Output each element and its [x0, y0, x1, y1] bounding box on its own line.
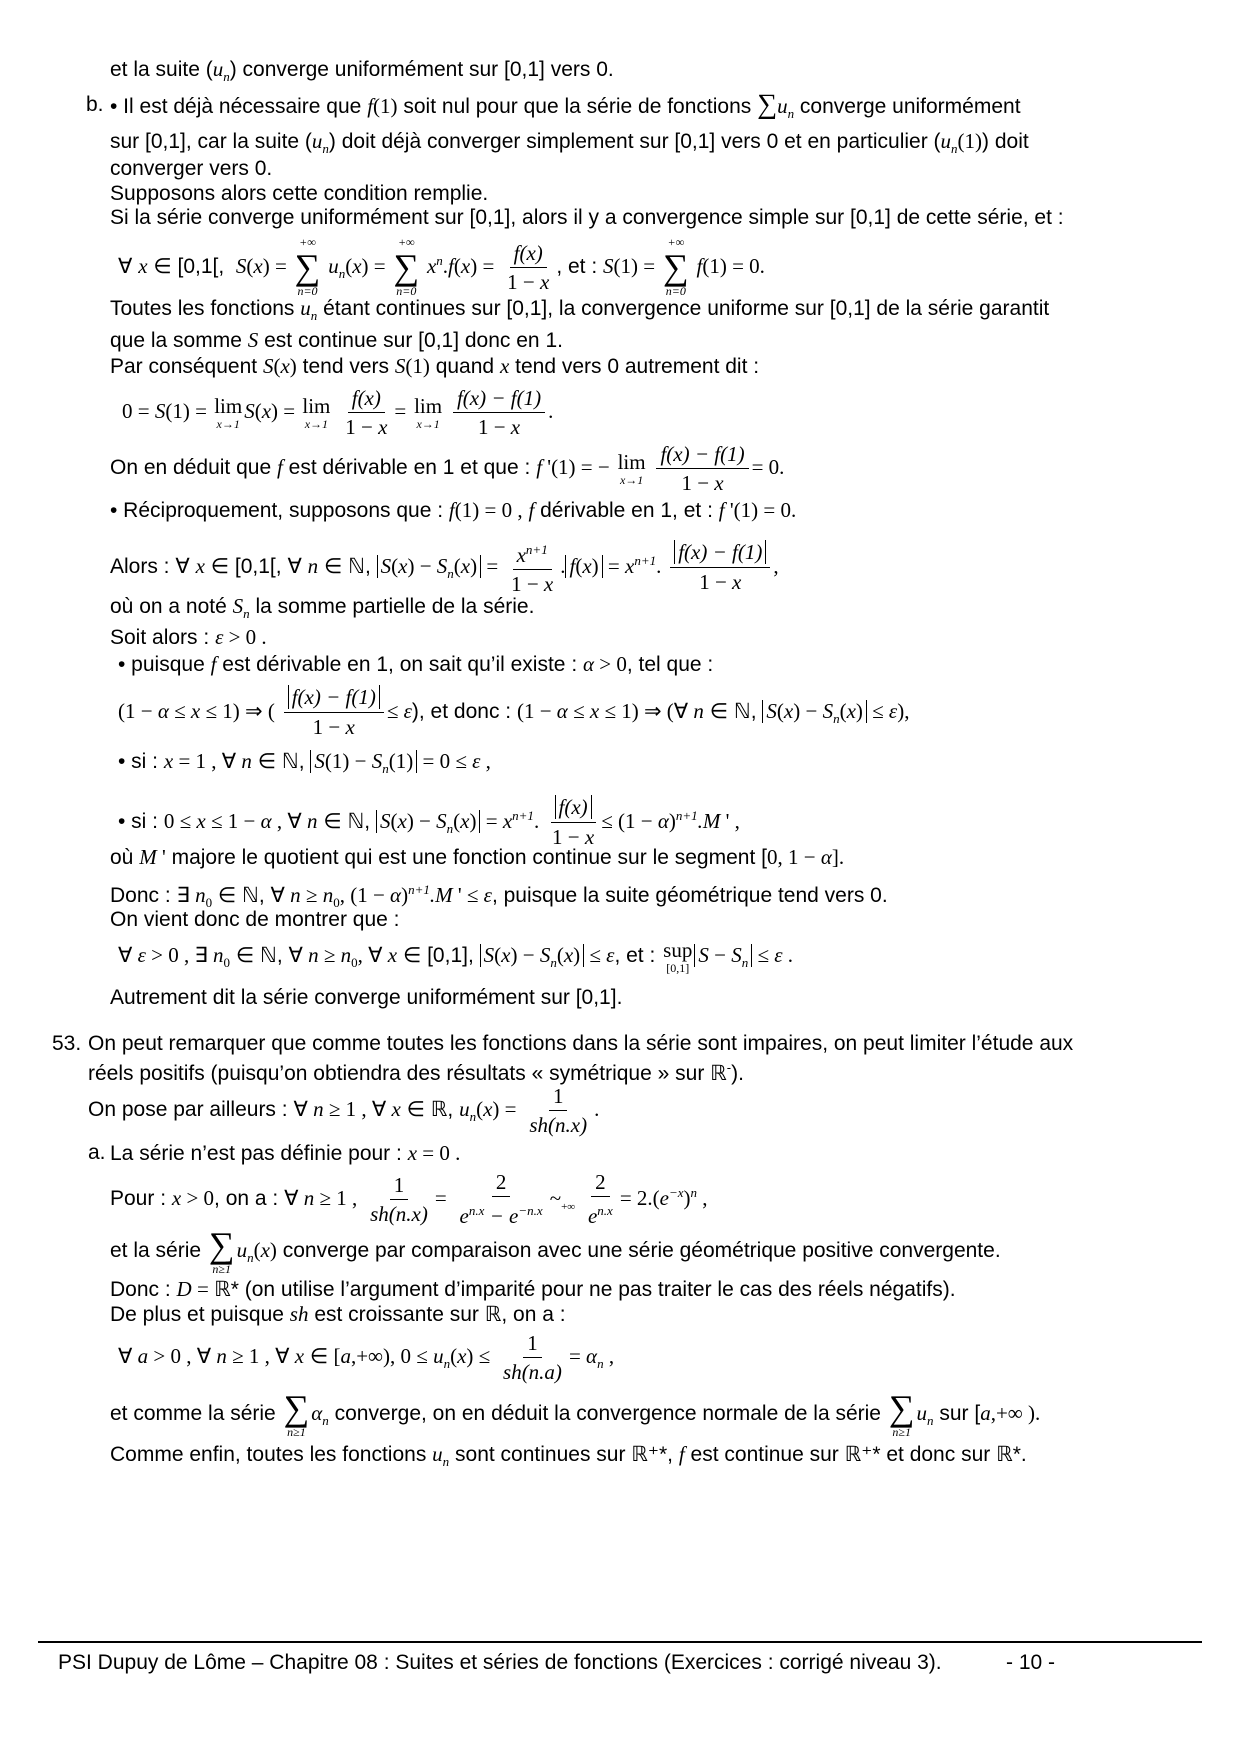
text-line: Autrement dit la série converge uniformément sur [0,1]. [110, 986, 623, 1009]
text-line: On en déduit que f est dérivable en 1 et que : f '(1) = − lim x→1 $\frac{f(x) - f(1)}{1 - x}$ = 0. [110, 441, 785, 495]
equation: (1 − α ≤ x ≤ 1) ⇒ ( $\frac{f(x) - f(1)}{1 - x}$ ≤ ε), et donc : (1 − α ≤ x ≤ 1) ⇒ (∀ n ∈ ℕ, $S(x) - S_n(x) \le \varepsilon$), [118, 685, 910, 740]
text-line: On peut remarquer que comme toutes les fonctions dans la série sont impaires, on peut limiter l’étude aux [88, 1032, 1074, 1055]
text-line: On vient donc de montrer que : [110, 908, 400, 931]
text-line: De plus et puisque sh est croissante sur ℝ, on a : [110, 1302, 566, 1326]
text-line: • puisque f est dérivable en 1, on sait qu’il existe : α > 0, tel que : [118, 652, 714, 676]
text-line: que la somme S est continue sur [0,1] donc en 1. [110, 328, 563, 352]
text-line: • Il est déjà nécessaire que f(1) soit nul pour que la série de fonctions $\sum u_n$ converge uniformément [110, 89, 1021, 122]
text-line: Comme enfin, toutes les fonctions $u_n$ sont continues sur ℝ⁺*, f est continue sur ℝ⁺* et donc sur ℝ*. [110, 1442, 1027, 1470]
equation: • si : 0 ≤ x ≤ 1 − α , ∀ n ∈ ℕ, $S(x) - S_n(x) = x^{n+1}$. $\frac{f(x)}{1 - x}$ ≤ $(1 - \alpha)^{n+1}.M$ ' , [118, 795, 740, 850]
text-line: Par conséquent S(x) tend vers S(1) quand x tend vers 0 autrement dit : [110, 354, 760, 378]
text-line: Supposons alors cette condition remplie. [110, 182, 489, 205]
page-number: - 10 - [1006, 1651, 1056, 1674]
text-line: La série n’est pas définie pour : x = 0 . [110, 1141, 461, 1165]
text-line: et comme la série ∑ n≥1 $\alpha_n$ converge, on en déduit la convergence normale de la série ∑ n≥1 $u_n$ sur [a,+∞ ). [110, 1388, 1041, 1439]
text-line: Soit alors : ε > 0 . [110, 625, 267, 649]
exercise-number: 53. [52, 1032, 82, 1055]
equation: On pose par ailleurs : ∀ n ≥ 1 , ∀ x ∈ ℝ, $u_n(x)$ = $\frac{1}{sh(n.x)}$ . [88, 1083, 600, 1137]
item-label: a. [88, 1141, 106, 1164]
text-line: et la suite $(u_n)$ converge uniformément sur [0,1] vers 0. [110, 57, 614, 85]
text-line: Donc : D = ℝ* (on utilise l’argument d’imparité pour ne pas traiter le cas des réels négatifs). [110, 1277, 956, 1301]
text-line: où M ' majore le quotient qui est une fonction continue sur le segment [0, 1 − α]. [110, 845, 845, 869]
equation: Alors : ∀ x ∈ [0,1[, ∀ n ∈ ℕ, $S(x) - S_n(x)$ = $\frac{x^{n+1}}{1 - x}$ . $f(x) = x^{n+1}$. $\frac{f(x) - f(1)}{1 - x}$ , [110, 531, 779, 604]
text-line: converger vers 0. [110, 157, 273, 180]
text-line: Donc : ∃ $n_0$ ∈ ℕ, ∀ $n \ge n_0$, $(1 - \alpha)^{n+1}.M$ ' ≤ ε, puisque la suite géométrique tend vers 0. [110, 882, 888, 911]
text-line: réels positifs (puisqu’on obtiendra des résultats « symétrique » sur ℝ-). [88, 1060, 744, 1085]
text-line: Toutes les fonctions $u_n$ étant continues sur [0,1], la convergence uniforme sur [0,1] de la série garantit [110, 296, 1050, 324]
equation: 0 = S(1) = lim x→1 S(x) = lim x→1 $\frac{f(x)}{1 - x}$ = lim x→1 $\frac{f(x) - f(1)}{1 - x}$ . [122, 385, 554, 439]
equation: ∀ x ∈ [0,1[, S(x) = +∞ ∑ n=0 $u_n(x)$ = +∞ ∑ n=0 $x^n.f(x)$ = $\frac{f(x)}{1 - x}$ , et : S(1) = +∞ ∑ n=0 f(1) = 0. [118, 235, 765, 299]
footer-rule [38, 1641, 1202, 1643]
equation: Pour : x > 0, on a : ∀ n ≥ 1 , $\frac{1}{sh(n.x)}$ = $\frac{2}{e^{n.x} - e^{-n.x}}$ $\sim_{+\infty}$ $\frac{2}{e^{n.x}}$ = $2.(e^{-x})^n$ , [110, 1170, 708, 1229]
text-line: où on a noté $S_n$ la somme partielle de la série. [110, 594, 535, 622]
text-line: Si la série converge uniformément sur [0,1], alors il y a convergence simple sur [0,1] de cette série, et : [110, 206, 1064, 229]
equation: ∀ ε > 0 , ∃ $n_0$ ∈ ℕ, ∀ $n \ge n_0$, ∀ x ∈ [0,1], $S(x) - S_n(x) \le \varepsilon$, et : sup [0,1] $S - S_n \le \varepsilon$ . [118, 937, 793, 975]
footer-title: PSI Dupuy de Lôme – Chapitre 08 : Suites et séries de fonctions (Exercices : corrigé niveau 3). [58, 1651, 942, 1674]
text-line: • Réciproquement, supposons que : f(1) = 0 , f dérivable en 1, et : f '(1) = 0. [110, 498, 797, 522]
text-line: • si : x = 1 , ∀ n ∈ ℕ, $S(1) - S_n(1) = 0 \le \varepsilon$ , [118, 749, 491, 777]
text-line: sur [0,1], car la suite $(u_n)$ doit déjà converger simplement sur [0,1] vers 0 et en particulier $(u_n(1))$ doit [110, 129, 1029, 157]
text-line: et la série ∑ n≥1 $u_n(x)$ converge par comparaison avec une série géométrique positive convergente. [110, 1225, 1001, 1276]
item-label: b. [86, 93, 104, 116]
equation: ∀ a > 0 , ∀ n ≥ 1 , ∀ x ∈ [a,+∞), $0 \le u_n(x)$ ≤ $\frac{1}{sh(n.a)}$ = $\alpha_n$ , [118, 1330, 615, 1384]
